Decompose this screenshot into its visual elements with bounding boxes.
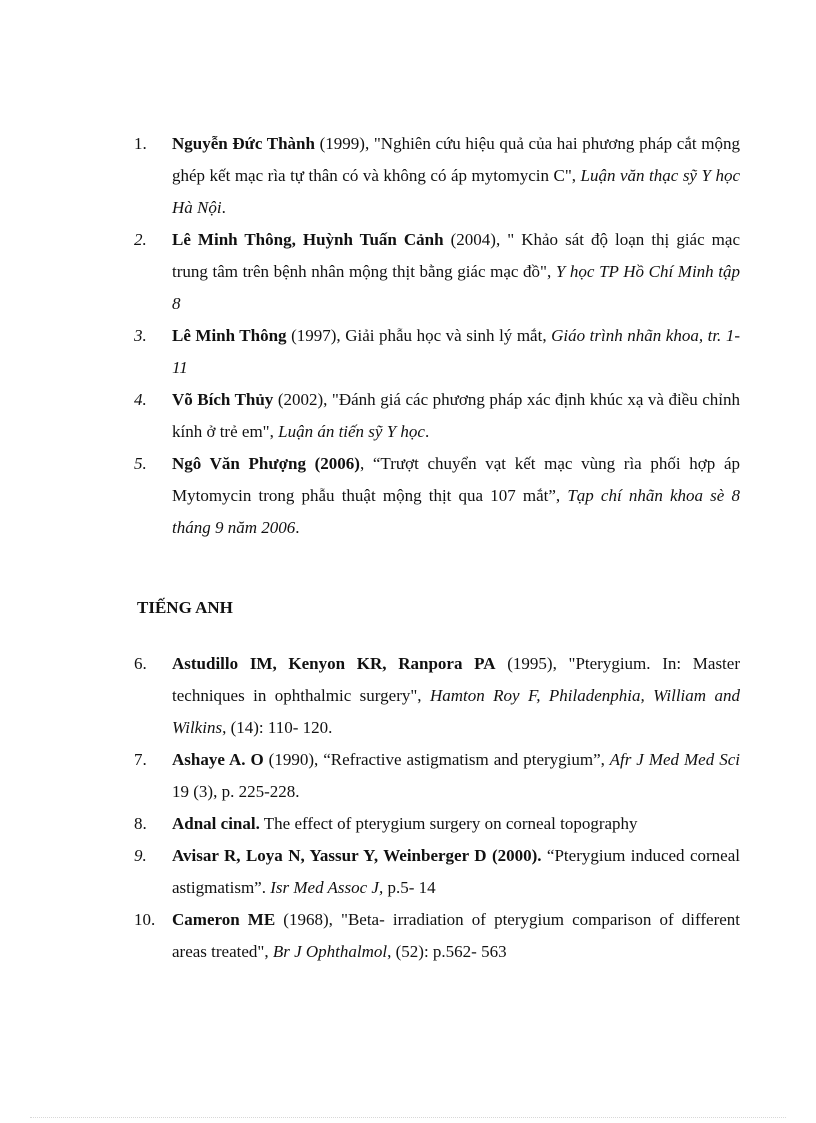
reference-year: (1997) — [286, 326, 337, 345]
reference-item — [134, 384, 740, 448]
reference-author: Ashaye A. O — [172, 750, 264, 769]
reference-year: (1968) — [275, 910, 329, 929]
reference-title: , “Refractive astigmatism and pterygium”, — [314, 750, 605, 769]
reference-number: 1. — [134, 134, 147, 153]
reference-source: Giáo trình nhãn khoa, tr. 1- 11 — [172, 326, 740, 377]
reference-number: 7. — [134, 750, 147, 769]
reference-author: Lê Minh Thông — [172, 326, 287, 345]
reference-source: Hamton Roy F, Philadenphia, William and Wilkins — [172, 686, 740, 737]
reference-title: , "Pterygium. In: Master techniques in ophthalmic surgery", — [172, 654, 740, 705]
reference-tail: . — [295, 518, 300, 537]
reference-source: Afr J Med Med Sci — [604, 750, 740, 769]
reference-number: 9. — [134, 846, 147, 865]
reference-source: Br J Ophthalmol — [268, 942, 388, 961]
reference-number: 3. — [134, 326, 147, 345]
reference-item — [134, 744, 740, 808]
reference-tail: . — [424, 422, 430, 441]
reference-item — [134, 128, 740, 224]
reference-title: , Giải phẫu học và sinh lý mắt, — [336, 326, 547, 345]
reference-author: Adnal cinal. — [172, 814, 260, 833]
reference-title: The effect of pterygium surgery on corneal topography — [259, 814, 638, 833]
reference-tail: , (52): p.562- 563 — [387, 942, 507, 961]
reference-tail: p.5- 14 — [383, 878, 436, 897]
reference-author: Cameron ME — [172, 910, 276, 929]
reference-item — [134, 320, 740, 384]
reference-author: Nguyễn Đức Thành — [172, 134, 315, 153]
reference-source: Y học TP Hồ Chí Minh tập 8 — [172, 262, 740, 313]
reference-title: , "Nghiên cứu hiệu quả của hai phương pháp cắt mộng ghép kết mạc rìa tự thân có và không có áp mytomycin C", — [172, 134, 740, 185]
reference-item — [134, 904, 740, 968]
reference-number: 6. — [134, 654, 147, 673]
reference-year: (1995) — [495, 654, 553, 673]
reference-tail: 19 (3), p. 225-228. — [172, 782, 300, 801]
reference-item — [134, 648, 740, 744]
reference-year: (1990) — [263, 750, 314, 769]
reference-tail: . — [221, 198, 226, 217]
reference-number: 10. — [134, 910, 156, 929]
reference-year: (1999) — [314, 134, 365, 153]
reference-year: (2004) — [443, 230, 496, 249]
reference-year: (2002) — [273, 390, 324, 409]
reference-number: 4. — [134, 390, 147, 409]
reference-number: 8. — [134, 814, 147, 833]
reference-title: , " Khảo sát độ loạn thị giác mạc trung tâm trên bệnh nhân mộng thịt bằng giác mạc đồ", — [172, 230, 740, 281]
reference-title: , "Đánh giá các phương pháp xác định khúc xạ và điều chỉnh kính ở trẻ em", — [172, 390, 740, 441]
reference-title: , "Beta- irradiation of pterygium comparison of different areas treated", — [172, 910, 741, 961]
reference-year: (2006) — [305, 454, 360, 473]
reference-author: Lê Minh Thông, Huỳnh Tuấn Cảnh — [172, 230, 444, 249]
reference-author: Avisar R, Loya N, Yassur Y, Weinberger D (2000). — [172, 846, 542, 865]
reference-list-vietnamese — [134, 128, 740, 544]
reference-source: Luận án tiến sỹ Y học — [273, 422, 425, 441]
reference-item — [134, 448, 740, 544]
reference-author: Astudillo IM, Kenyon KR, Ranpora PA — [172, 654, 496, 673]
reference-title: “Pterygium induced corneal astigmatism”. — [172, 846, 740, 897]
footer-divider — [30, 1117, 786, 1118]
reference-source: Isr Med Assoc J, — [265, 878, 384, 897]
reference-number: 2. — [134, 230, 147, 249]
reference-author: Ngô Văn Phượng — [172, 454, 306, 473]
reference-list-english — [134, 648, 740, 968]
reference-source: Luận văn thạc sỹ Y học Hà Nội — [172, 166, 740, 217]
reference-number: 5. — [134, 454, 147, 473]
reference-item — [134, 224, 740, 320]
reference-item — [134, 840, 740, 904]
reference-title: , “Trượt chuyển vạt kết mạc vùng rìa phối hợp áp Mytomycin trong phẫu thuật mộng thịt qua 107 mắt”, — [172, 454, 740, 505]
reference-item — [134, 808, 740, 840]
reference-author: Võ Bích Thủy — [172, 390, 274, 409]
reference-source: Tạp chí nhãn khoa sè 8 tháng 9 năm 2006 — [172, 486, 740, 537]
reference-tail: , (14): 110- 120. — [222, 718, 333, 737]
section-heading: TIẾNG ANH — [137, 598, 233, 617]
